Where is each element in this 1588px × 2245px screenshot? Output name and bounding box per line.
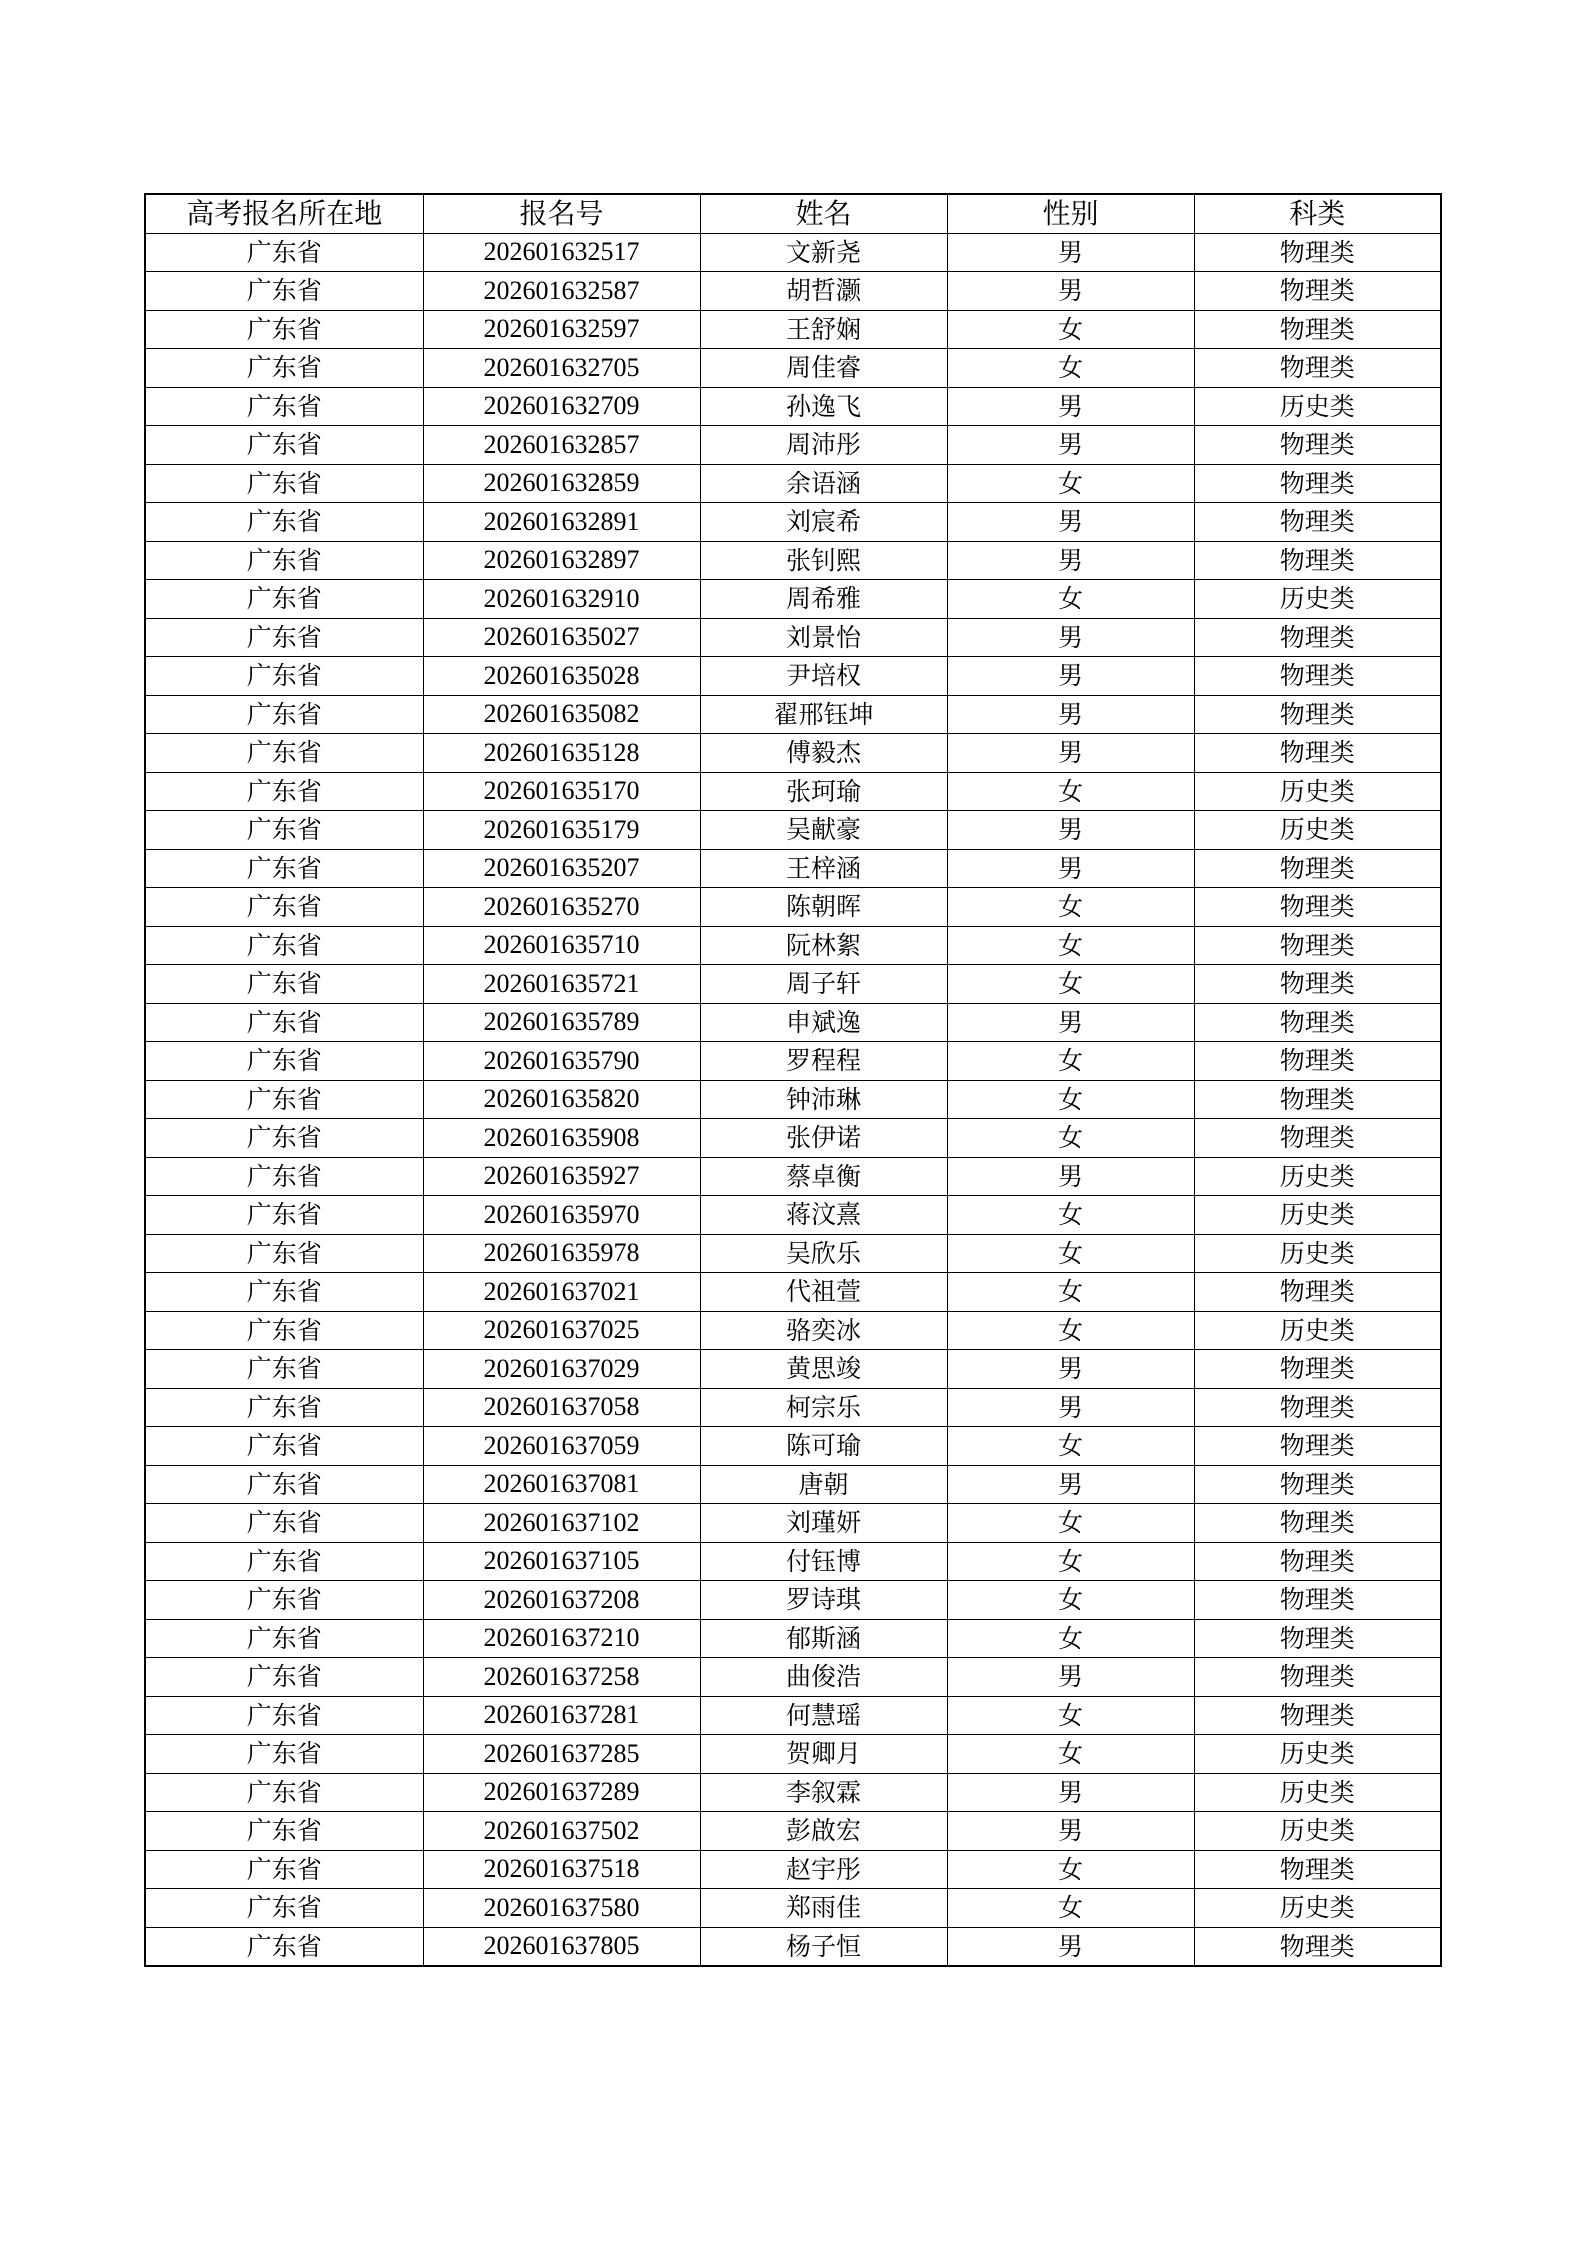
cell-name: 王舒娴 xyxy=(700,310,947,349)
cell-name: 申斌逸 xyxy=(700,1003,947,1042)
cell-name: 罗诗琪 xyxy=(700,1581,947,1620)
cell-gender: 女 xyxy=(947,1696,1194,1735)
cell-gender: 男 xyxy=(947,618,1194,657)
cell-subject-category: 物理类 xyxy=(1194,849,1441,888)
cell-subject-category: 物理类 xyxy=(1194,541,1441,580)
cell-location: 广东省 xyxy=(145,1042,423,1081)
cell-location: 广东省 xyxy=(145,618,423,657)
cell-registration-number: 202601635179 xyxy=(423,811,700,850)
table-row xyxy=(145,1812,1441,1851)
cell-name: 付钰博 xyxy=(700,1542,947,1581)
cell-registration-number: 202601637105 xyxy=(423,1542,700,1581)
table-row xyxy=(145,1080,1441,1119)
cell-location: 广东省 xyxy=(145,503,423,542)
cell-name: 蒋汶熹 xyxy=(700,1196,947,1235)
cell-registration-number: 202601635028 xyxy=(423,657,700,696)
cell-subject-category: 物理类 xyxy=(1194,1042,1441,1081)
cell-gender: 男 xyxy=(947,233,1194,272)
cell-gender: 男 xyxy=(947,1350,1194,1389)
cell-subject-category: 历史类 xyxy=(1194,1196,1441,1235)
table-row xyxy=(145,1850,1441,1889)
table-row xyxy=(145,1735,1441,1774)
cell-name: 周希雅 xyxy=(700,580,947,619)
cell-name: 李叙霖 xyxy=(700,1773,947,1812)
cell-registration-number: 202601635820 xyxy=(423,1080,700,1119)
cell-location: 广东省 xyxy=(145,1889,423,1928)
table-row xyxy=(145,1658,1441,1697)
cell-subject-category: 物理类 xyxy=(1194,1927,1441,1966)
cell-location: 广东省 xyxy=(145,657,423,696)
table-row xyxy=(145,965,1441,1004)
cell-gender: 女 xyxy=(947,349,1194,388)
cell-registration-number: 202601635927 xyxy=(423,1157,700,1196)
cell-name: 贺卿月 xyxy=(700,1735,947,1774)
cell-subject-category: 历史类 xyxy=(1194,1889,1441,1928)
table-row xyxy=(145,1619,1441,1658)
cell-location: 广东省 xyxy=(145,349,423,388)
cell-location: 广东省 xyxy=(145,1696,423,1735)
cell-registration-number: 202601632910 xyxy=(423,580,700,619)
cell-location: 广东省 xyxy=(145,580,423,619)
cell-subject-category: 物理类 xyxy=(1194,1427,1441,1466)
table-row xyxy=(145,657,1441,696)
cell-location: 广东省 xyxy=(145,387,423,426)
cell-registration-number: 202601632897 xyxy=(423,541,700,580)
cell-name: 陈可瑜 xyxy=(700,1427,947,1466)
table-row xyxy=(145,1350,1441,1389)
cell-gender: 男 xyxy=(947,1812,1194,1851)
cell-registration-number: 202601632587 xyxy=(423,272,700,311)
cell-name: 赵宇彤 xyxy=(700,1850,947,1889)
cell-gender: 女 xyxy=(947,1311,1194,1350)
cell-location: 广东省 xyxy=(145,1234,423,1273)
table-row xyxy=(145,1119,1441,1158)
table-header xyxy=(145,194,1441,233)
cell-location: 广东省 xyxy=(145,1465,423,1504)
table-row xyxy=(145,1581,1441,1620)
cell-name: 郑雨佳 xyxy=(700,1889,947,1928)
cell-gender: 男 xyxy=(947,387,1194,426)
cell-registration-number: 202601632709 xyxy=(423,387,700,426)
cell-name: 文新尧 xyxy=(700,233,947,272)
cell-registration-number: 202601632597 xyxy=(423,310,700,349)
cell-gender: 男 xyxy=(947,541,1194,580)
cell-name: 张钊熙 xyxy=(700,541,947,580)
cell-location: 广东省 xyxy=(145,1812,423,1851)
table-row xyxy=(145,387,1441,426)
cell-registration-number: 202601635790 xyxy=(423,1042,700,1081)
table-row xyxy=(145,772,1441,811)
table-row xyxy=(145,541,1441,580)
cell-name: 杨子恒 xyxy=(700,1927,947,1966)
cell-subject-category: 物理类 xyxy=(1194,926,1441,965)
cell-registration-number: 202601635978 xyxy=(423,1234,700,1273)
table-row xyxy=(145,734,1441,773)
cell-location: 广东省 xyxy=(145,1427,423,1466)
cell-name: 尹培权 xyxy=(700,657,947,696)
cell-location: 广东省 xyxy=(145,1504,423,1543)
table-row xyxy=(145,310,1441,349)
cell-location: 广东省 xyxy=(145,1542,423,1581)
table-row xyxy=(145,1927,1441,1966)
cell-name: 柯宗乐 xyxy=(700,1388,947,1427)
cell-name: 罗程程 xyxy=(700,1042,947,1081)
cell-gender: 女 xyxy=(947,1427,1194,1466)
cell-subject-category: 物理类 xyxy=(1194,1581,1441,1620)
cell-registration-number: 202601637289 xyxy=(423,1773,700,1812)
header-subject-category: 科类 xyxy=(1194,194,1441,233)
cell-gender: 女 xyxy=(947,1850,1194,1889)
table-row xyxy=(145,580,1441,619)
table-row xyxy=(145,272,1441,311)
cell-registration-number: 202601635082 xyxy=(423,695,700,734)
cell-subject-category: 物理类 xyxy=(1194,1273,1441,1312)
cell-location: 广东省 xyxy=(145,1388,423,1427)
cell-registration-number: 202601635710 xyxy=(423,926,700,965)
cell-subject-category: 物理类 xyxy=(1194,1080,1441,1119)
cell-subject-category: 历史类 xyxy=(1194,1311,1441,1350)
cell-registration-number: 202601637502 xyxy=(423,1812,700,1851)
cell-location: 广东省 xyxy=(145,272,423,311)
cell-gender: 男 xyxy=(947,1773,1194,1812)
cell-subject-category: 物理类 xyxy=(1194,503,1441,542)
cell-location: 广东省 xyxy=(145,1619,423,1658)
cell-location: 广东省 xyxy=(145,1735,423,1774)
cell-registration-number: 202601632705 xyxy=(423,349,700,388)
table-row xyxy=(145,1388,1441,1427)
cell-subject-category: 物理类 xyxy=(1194,1696,1441,1735)
cell-registration-number: 202601635908 xyxy=(423,1119,700,1158)
cell-registration-number: 202601637285 xyxy=(423,1735,700,1774)
cell-location: 广东省 xyxy=(145,1157,423,1196)
cell-gender: 女 xyxy=(947,1504,1194,1543)
cell-name: 代祖萱 xyxy=(700,1273,947,1312)
table-row xyxy=(145,1157,1441,1196)
cell-subject-category: 历史类 xyxy=(1194,580,1441,619)
cell-gender: 男 xyxy=(947,695,1194,734)
cell-gender: 女 xyxy=(947,926,1194,965)
cell-location: 广东省 xyxy=(145,1927,423,1966)
cell-subject-category: 历史类 xyxy=(1194,1234,1441,1273)
cell-location: 广东省 xyxy=(145,1080,423,1119)
cell-location: 广东省 xyxy=(145,1273,423,1312)
cell-gender: 女 xyxy=(947,1889,1194,1928)
cell-gender: 男 xyxy=(947,734,1194,773)
cell-location: 广东省 xyxy=(145,695,423,734)
table-row xyxy=(145,1311,1441,1350)
cell-subject-category: 历史类 xyxy=(1194,1773,1441,1812)
cell-registration-number: 202601637059 xyxy=(423,1427,700,1466)
cell-location: 广东省 xyxy=(145,1119,423,1158)
cell-subject-category: 物理类 xyxy=(1194,1504,1441,1543)
header-gender: 性别 xyxy=(947,194,1194,233)
cell-registration-number: 202601632859 xyxy=(423,464,700,503)
table-row xyxy=(145,426,1441,465)
cell-registration-number: 202601637281 xyxy=(423,1696,700,1735)
cell-gender: 女 xyxy=(947,1581,1194,1620)
header-name: 姓名 xyxy=(700,194,947,233)
cell-name: 傅毅杰 xyxy=(700,734,947,773)
cell-subject-category: 物理类 xyxy=(1194,1658,1441,1697)
cell-name: 吴欣乐 xyxy=(700,1234,947,1273)
cell-gender: 女 xyxy=(947,772,1194,811)
cell-registration-number: 202601635970 xyxy=(423,1196,700,1235)
cell-gender: 女 xyxy=(947,1196,1194,1235)
table-row xyxy=(145,1696,1441,1735)
cell-registration-number: 202601637518 xyxy=(423,1850,700,1889)
cell-subject-category: 历史类 xyxy=(1194,1735,1441,1774)
cell-gender: 男 xyxy=(947,657,1194,696)
cell-subject-category: 物理类 xyxy=(1194,1465,1441,1504)
cell-location: 广东省 xyxy=(145,888,423,927)
cell-location: 广东省 xyxy=(145,1773,423,1812)
cell-registration-number: 202601637058 xyxy=(423,1388,700,1427)
cell-subject-category: 历史类 xyxy=(1194,1812,1441,1851)
cell-subject-category: 物理类 xyxy=(1194,657,1441,696)
cell-subject-category: 物理类 xyxy=(1194,618,1441,657)
cell-location: 广东省 xyxy=(145,1350,423,1389)
cell-subject-category: 物理类 xyxy=(1194,1542,1441,1581)
cell-name: 胡哲灏 xyxy=(700,272,947,311)
table-row xyxy=(145,349,1441,388)
table-row xyxy=(145,888,1441,927)
cell-location: 广东省 xyxy=(145,426,423,465)
header-registration-number: 报名号 xyxy=(423,194,700,233)
cell-location: 广东省 xyxy=(145,1003,423,1042)
cell-name: 蔡卓衡 xyxy=(700,1157,947,1196)
cell-gender: 女 xyxy=(947,965,1194,1004)
cell-registration-number: 202601635170 xyxy=(423,772,700,811)
cell-registration-number: 202601637021 xyxy=(423,1273,700,1312)
table-row xyxy=(145,926,1441,965)
cell-registration-number: 202601637258 xyxy=(423,1658,700,1697)
cell-registration-number: 202601635207 xyxy=(423,849,700,888)
cell-gender: 女 xyxy=(947,464,1194,503)
table-row xyxy=(145,1465,1441,1504)
cell-gender: 女 xyxy=(947,1619,1194,1658)
cell-subject-category: 历史类 xyxy=(1194,1157,1441,1196)
cell-subject-category: 物理类 xyxy=(1194,1003,1441,1042)
cell-registration-number: 202601635128 xyxy=(423,734,700,773)
table-row xyxy=(145,618,1441,657)
header-row xyxy=(145,194,1441,233)
cell-location: 广东省 xyxy=(145,1311,423,1350)
table-row xyxy=(145,1042,1441,1081)
cell-location: 广东省 xyxy=(145,772,423,811)
cell-registration-number: 202601637025 xyxy=(423,1311,700,1350)
cell-registration-number: 202601637210 xyxy=(423,1619,700,1658)
cell-subject-category: 物理类 xyxy=(1194,888,1441,927)
table-row xyxy=(145,695,1441,734)
cell-subject-category: 历史类 xyxy=(1194,772,1441,811)
table-row xyxy=(145,811,1441,850)
cell-registration-number: 202601632857 xyxy=(423,426,700,465)
cell-subject-category: 物理类 xyxy=(1194,965,1441,1004)
cell-location: 广东省 xyxy=(145,811,423,850)
cell-registration-number: 202601637208 xyxy=(423,1581,700,1620)
cell-name: 张珂瑜 xyxy=(700,772,947,811)
table-row xyxy=(145,233,1441,272)
cell-gender: 女 xyxy=(947,1042,1194,1081)
cell-location: 广东省 xyxy=(145,464,423,503)
cell-registration-number: 202601637081 xyxy=(423,1465,700,1504)
cell-gender: 男 xyxy=(947,426,1194,465)
cell-gender: 女 xyxy=(947,1273,1194,1312)
cell-subject-category: 物理类 xyxy=(1194,1350,1441,1389)
cell-subject-category: 物理类 xyxy=(1194,464,1441,503)
cell-name: 陈朝晖 xyxy=(700,888,947,927)
cell-location: 广东省 xyxy=(145,233,423,272)
cell-location: 广东省 xyxy=(145,734,423,773)
table-row xyxy=(145,1003,1441,1042)
cell-subject-category: 物理类 xyxy=(1194,734,1441,773)
table-row xyxy=(145,1889,1441,1928)
cell-subject-category: 历史类 xyxy=(1194,811,1441,850)
cell-location: 广东省 xyxy=(145,926,423,965)
cell-gender: 男 xyxy=(947,1388,1194,1427)
cell-subject-category: 物理类 xyxy=(1194,695,1441,734)
cell-gender: 女 xyxy=(947,580,1194,619)
cell-registration-number: 202601637102 xyxy=(423,1504,700,1543)
cell-name: 刘瑾妍 xyxy=(700,1504,947,1543)
table-row xyxy=(145,503,1441,542)
cell-gender: 男 xyxy=(947,811,1194,850)
cell-subject-category: 物理类 xyxy=(1194,1619,1441,1658)
cell-location: 广东省 xyxy=(145,849,423,888)
table-row xyxy=(145,1427,1441,1466)
cell-gender: 男 xyxy=(947,503,1194,542)
cell-location: 广东省 xyxy=(145,1658,423,1697)
cell-registration-number: 202601635270 xyxy=(423,888,700,927)
cell-registration-number: 202601635027 xyxy=(423,618,700,657)
cell-name: 曲俊浩 xyxy=(700,1658,947,1697)
cell-name: 黄思竣 xyxy=(700,1350,947,1389)
table-row xyxy=(145,1504,1441,1543)
table-row xyxy=(145,1773,1441,1812)
cell-name: 孙逸飞 xyxy=(700,387,947,426)
table-row xyxy=(145,1542,1441,1581)
cell-gender: 女 xyxy=(947,310,1194,349)
cell-gender: 男 xyxy=(947,1658,1194,1697)
cell-registration-number: 202601637580 xyxy=(423,1889,700,1928)
cell-location: 广东省 xyxy=(145,1581,423,1620)
cell-name: 王梓涵 xyxy=(700,849,947,888)
cell-registration-number: 202601637805 xyxy=(423,1927,700,1966)
table-row xyxy=(145,1273,1441,1312)
table-body xyxy=(145,233,1441,1966)
cell-subject-category: 物理类 xyxy=(1194,1850,1441,1889)
table-row xyxy=(145,849,1441,888)
cell-name: 唐朝 xyxy=(700,1465,947,1504)
cell-name: 周子轩 xyxy=(700,965,947,1004)
cell-gender: 男 xyxy=(947,1157,1194,1196)
cell-gender: 男 xyxy=(947,1927,1194,1966)
cell-name: 张伊诺 xyxy=(700,1119,947,1158)
cell-name: 周佳睿 xyxy=(700,349,947,388)
cell-name: 彭啟宏 xyxy=(700,1812,947,1851)
cell-location: 广东省 xyxy=(145,1196,423,1235)
cell-location: 广东省 xyxy=(145,541,423,580)
cell-name: 郁斯涵 xyxy=(700,1619,947,1658)
candidate-table xyxy=(144,193,1442,1967)
cell-registration-number: 202601637029 xyxy=(423,1350,700,1389)
cell-name: 骆奕冰 xyxy=(700,1311,947,1350)
cell-name: 刘景怡 xyxy=(700,618,947,657)
cell-subject-category: 物理类 xyxy=(1194,1119,1441,1158)
cell-subject-category: 物理类 xyxy=(1194,272,1441,311)
cell-registration-number: 202601635789 xyxy=(423,1003,700,1042)
cell-subject-category: 物理类 xyxy=(1194,349,1441,388)
cell-gender: 女 xyxy=(947,1119,1194,1158)
cell-name: 钟沛琳 xyxy=(700,1080,947,1119)
cell-subject-category: 历史类 xyxy=(1194,387,1441,426)
cell-location: 广东省 xyxy=(145,965,423,1004)
cell-subject-category: 物理类 xyxy=(1194,1388,1441,1427)
cell-name: 阮林絮 xyxy=(700,926,947,965)
cell-subject-category: 物理类 xyxy=(1194,233,1441,272)
cell-gender: 女 xyxy=(947,1542,1194,1581)
table-row xyxy=(145,464,1441,503)
cell-registration-number: 202601632891 xyxy=(423,503,700,542)
cell-subject-category: 物理类 xyxy=(1194,310,1441,349)
cell-gender: 男 xyxy=(947,1003,1194,1042)
cell-registration-number: 202601632517 xyxy=(423,233,700,272)
cell-gender: 女 xyxy=(947,1234,1194,1273)
cell-location: 广东省 xyxy=(145,1850,423,1889)
cell-name: 刘宸希 xyxy=(700,503,947,542)
cell-subject-category: 物理类 xyxy=(1194,426,1441,465)
cell-name: 余语涵 xyxy=(700,464,947,503)
cell-name: 何慧瑶 xyxy=(700,1696,947,1735)
cell-gender: 女 xyxy=(947,888,1194,927)
table-row xyxy=(145,1196,1441,1235)
cell-name: 吴献豪 xyxy=(700,811,947,850)
cell-name: 翟邢钰坤 xyxy=(700,695,947,734)
cell-gender: 男 xyxy=(947,272,1194,311)
cell-gender: 女 xyxy=(947,1080,1194,1119)
cell-name: 周沛彤 xyxy=(700,426,947,465)
cell-gender: 女 xyxy=(947,1735,1194,1774)
cell-registration-number: 202601635721 xyxy=(423,965,700,1004)
header-location: 高考报名所在地 xyxy=(145,194,423,233)
table-row xyxy=(145,1234,1441,1273)
cell-gender: 男 xyxy=(947,1465,1194,1504)
cell-gender: 男 xyxy=(947,849,1194,888)
cell-location: 广东省 xyxy=(145,310,423,349)
